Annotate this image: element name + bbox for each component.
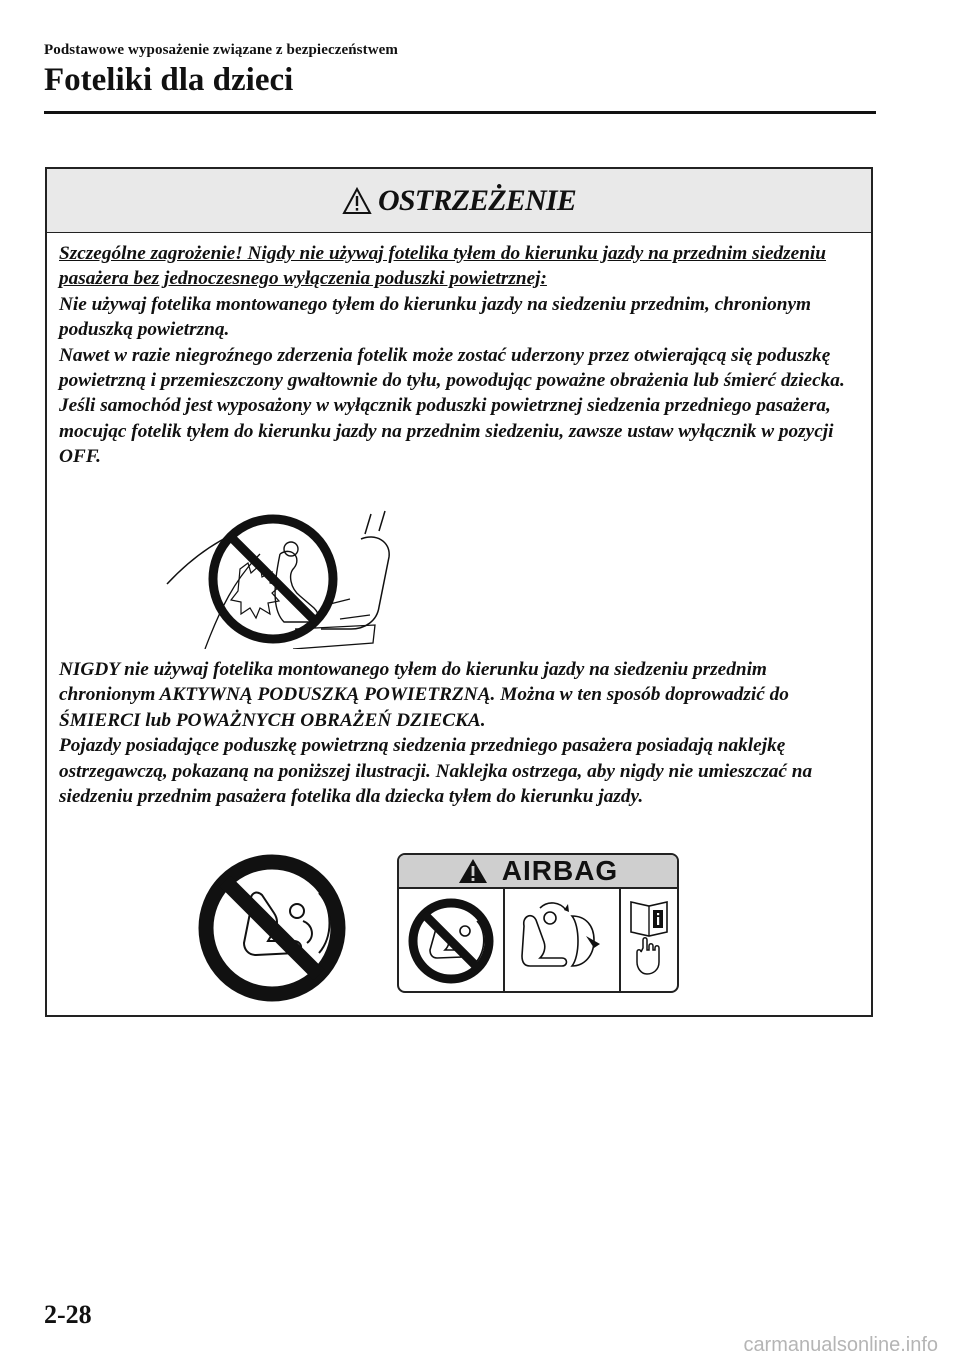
warning-header — [47, 169, 871, 233]
warning-paragraph-3: NIGDY nie używaj fotelika montowanego tyłem do kierunku jazdy na siedzeniu przednim chronionym AKTYWNĄ PODUSZKĄ POWIETRZNĄ. Można w ten sposób doprowadzić do ŚMIERCI lub POWAŻNYCH OBRAŻEŃ DZIECKA. — [59, 659, 789, 731]
warning-paragraph-1: Nie używaj fotelika montowanego tyłem do kierunku jazdy na siedzeniu przednim, chronionym poduszką powietrzną. — [59, 293, 812, 341]
airbag-warning-label — [397, 853, 679, 993]
airbag-label-header — [399, 855, 677, 889]
page-number: 2-28 — [44, 1300, 92, 1329]
watermark: carmanualsonline.info — [743, 1334, 938, 1356]
airbag-word: AIRBAG — [501, 855, 619, 886]
warning-body — [47, 233, 871, 470]
warning-box — [45, 167, 873, 1017]
warning-triangle-icon — [458, 858, 488, 884]
airbag-panel-deployment — [505, 889, 621, 993]
warning-triangle-icon — [342, 187, 372, 215]
airbag-label-panels — [399, 889, 677, 993]
warning-body-continued — [59, 657, 863, 809]
section-label: Podstawowe wyposażenie związane z bezpieczeństwem — [44, 42, 398, 58]
prohibition-sign-icon — [197, 853, 347, 1003]
prohibition-sign-icon — [407, 897, 495, 985]
warning-paragraph-4: Pojazdy posiadające poduszkę powietrzną siedzenia przedniego pasażera posiadają naklejkę ostrzegawczą, pokazaną na poniższej ilustracji. Naklejka ostrzega, aby nigdy nie umieszczać na siedzeniu przednim pasażera fotelika dla dziecka tyłem do kierunku jazdy. — [59, 735, 813, 808]
airbag-icon — [512, 896, 612, 986]
manual-info-icon — [627, 896, 671, 986]
title-rule — [44, 111, 876, 114]
warning-heading: Szczególne zagrożenie! Nigdy nie używaj fotelika tyłem do kierunku jazdy na przednim siedzeniu pasażera bez jednoczesnego wyłączenia poduszki powietrznej: — [59, 243, 827, 290]
airbag-panel-manual — [621, 889, 677, 993]
airbag-panel-prohibition — [399, 889, 505, 993]
warning-paragraph-2: Nawet w razie niegroźnego zderzenia fotelik może zostać uderzony przez otwierającą się poduszkę powietrzną i przemieszczony gwałtownie do tyłu, powodując poważne obrażenia lub śmierć dziecka. Jeśli samochód jest wyposażony w wyłącznik poduszki powietrznej siedzenia przedniego pasażera, mocując fotelik tyłem do kierunku jazdy na przednim siedzeniu, zawsze ustaw wyłącznik w pozycji OFF. — [59, 344, 845, 468]
page-title: Foteliki dla dzieci — [44, 62, 294, 98]
warning-title: OSTRZEŻENIE — [378, 183, 576, 217]
airbag-rearward-seat-illustration — [165, 509, 405, 649]
